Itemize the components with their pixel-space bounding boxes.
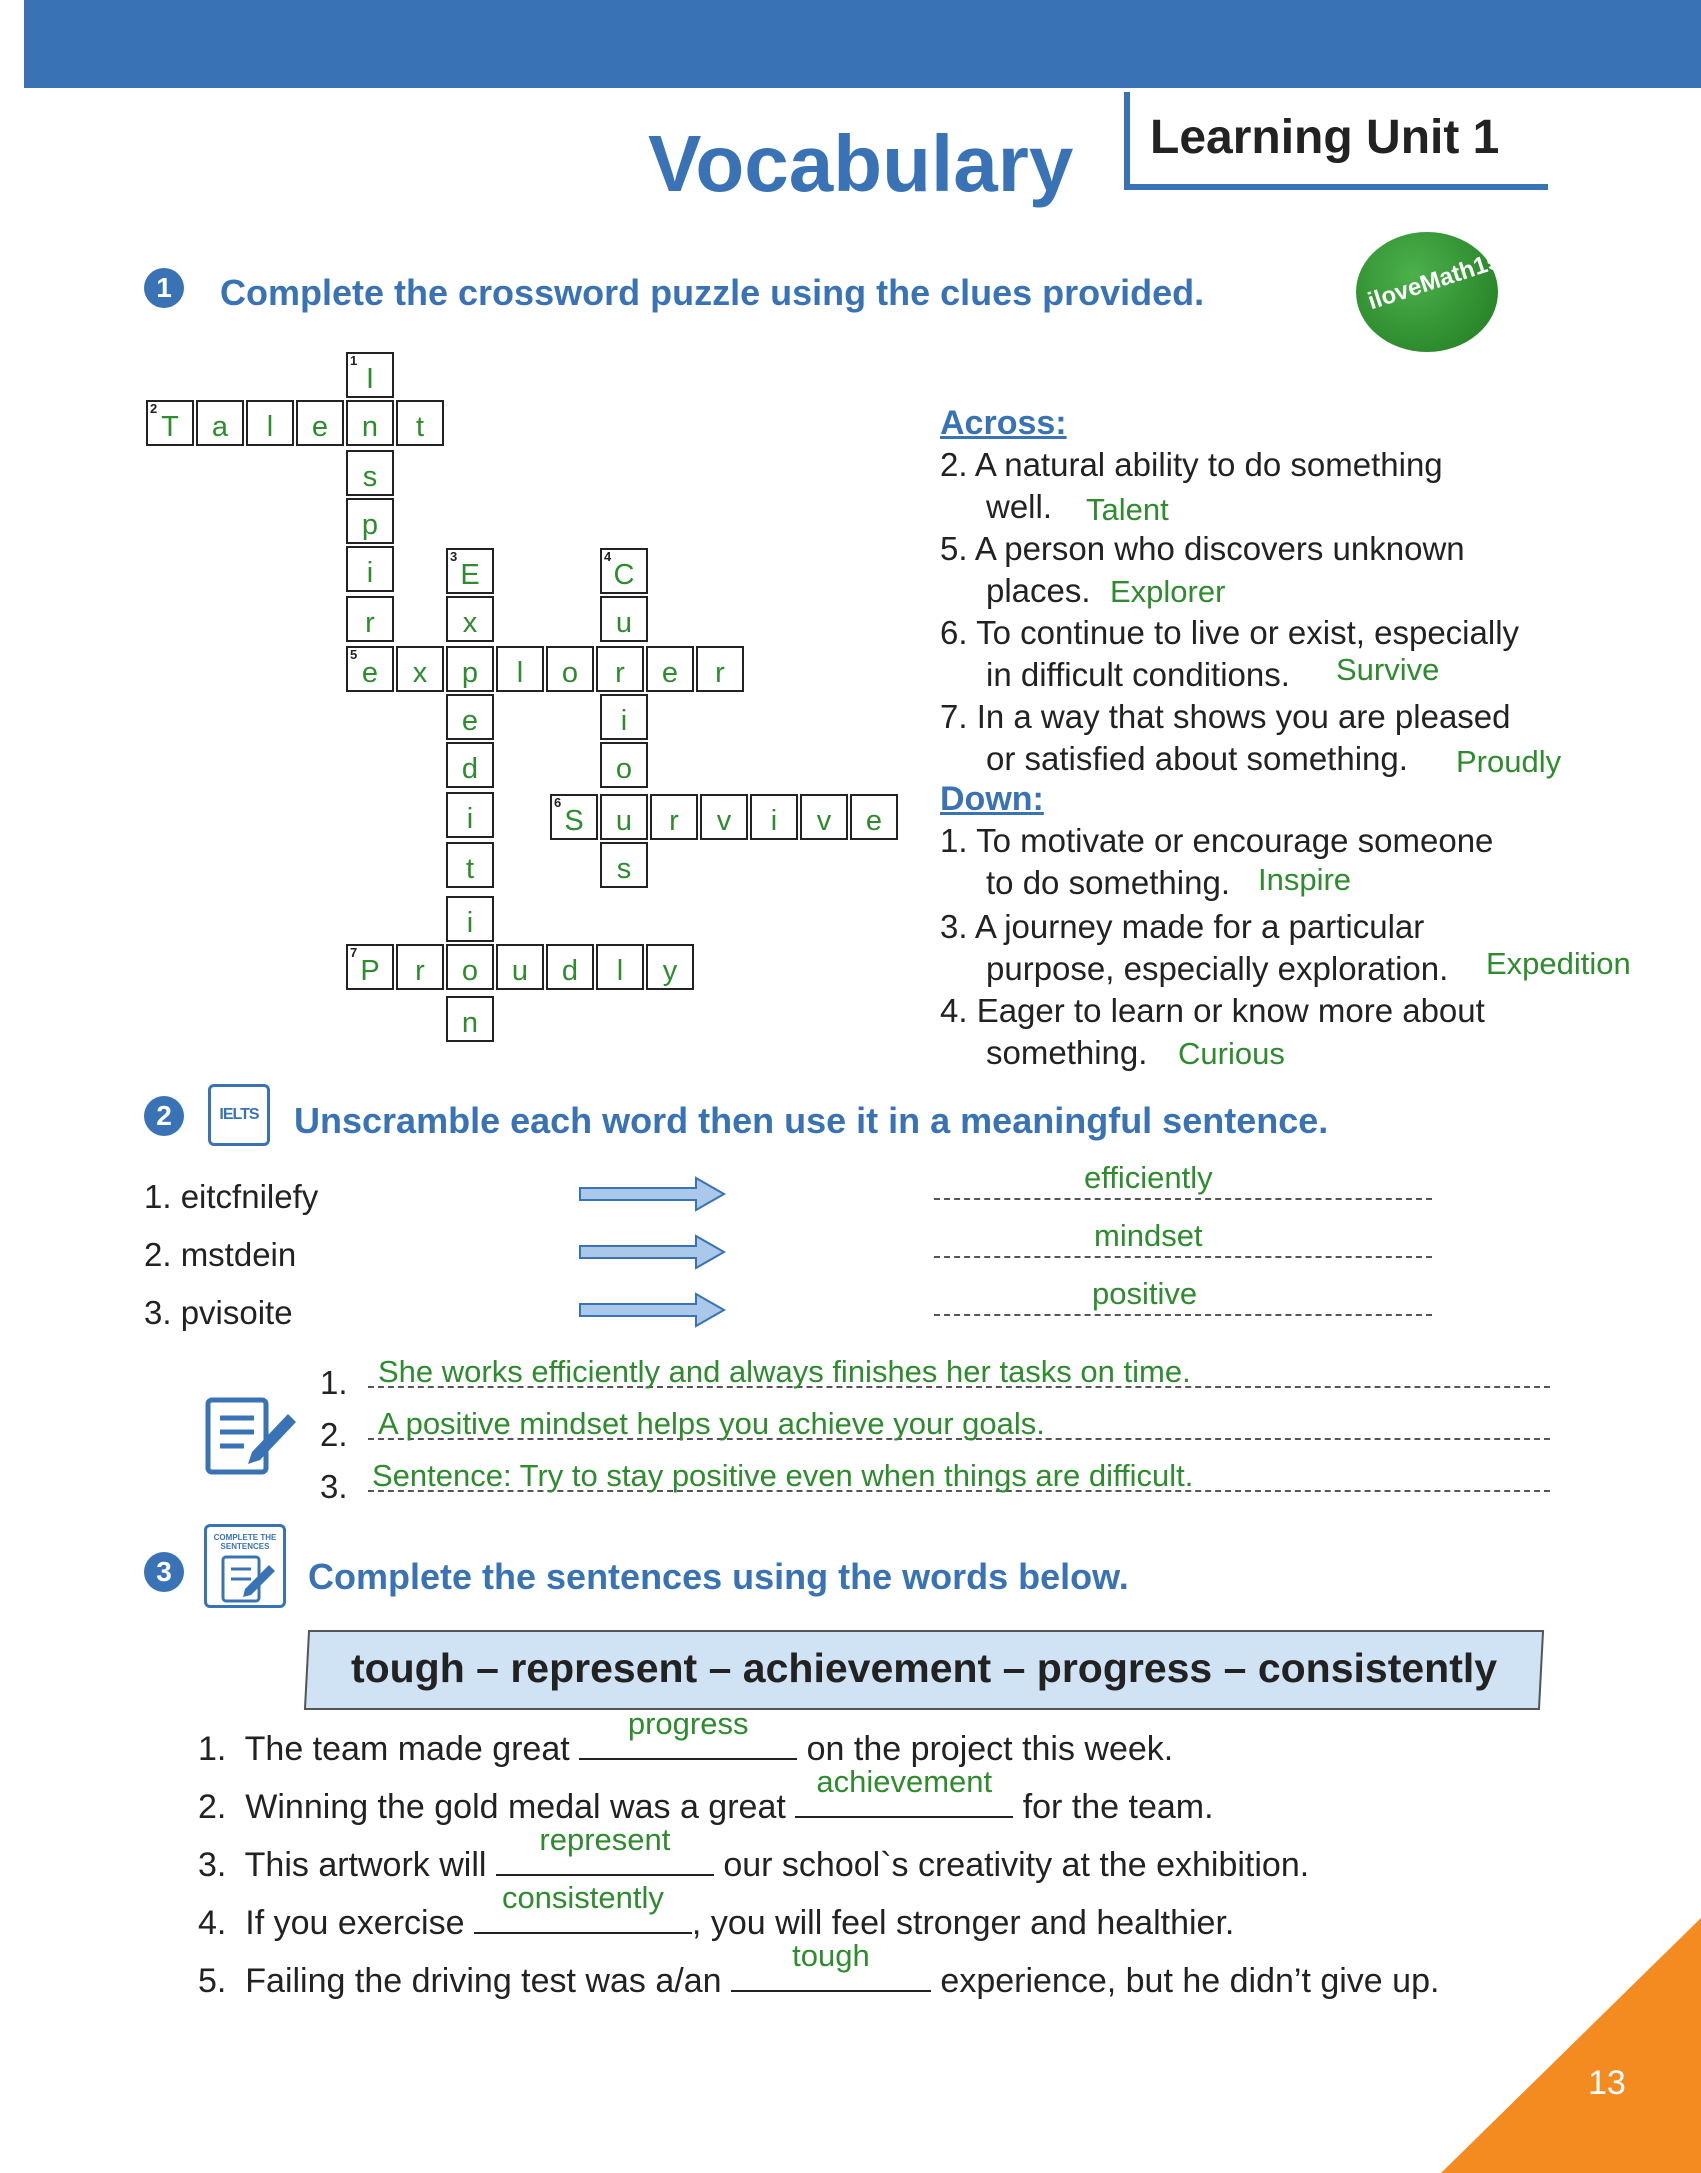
crossword-cell[interactable]: i [346,546,394,592]
unscrambled-answer[interactable]: positive [1092,1276,1198,1311]
clue-answer: Expedition [1486,946,1631,981]
scrambled-word: 3. pvisoite [144,1294,293,1331]
crossword-cell[interactable]: x [396,646,444,692]
clue-text: 3. A journey made for a particular [940,908,1425,945]
crossword-cell[interactable]: i [446,896,494,942]
crossword-cell[interactable]: a [196,400,244,446]
crossword-cell[interactable]: s [600,842,648,888]
crossword-cell[interactable]: y [646,944,694,990]
section-number-2: 2 [144,1096,184,1136]
sentence-answer[interactable]: She works efficiently and always finishes her tasks on time. [378,1354,1191,1389]
clue-answer: Curious [1178,1036,1285,1071]
pencil-paper-icon [207,1551,283,1607]
logo-text: iloveMath158 [1364,242,1517,316]
clue-answer: Inspire [1258,862,1352,897]
crossword-cell[interactable]: 2 T [146,400,194,446]
crossword-cell[interactable]: u [600,794,648,840]
section-3-heading: Complete the sentences using the words below. [308,1556,1129,1597]
answer-line [934,1256,1432,1258]
crossword-cell[interactable]: i [750,794,798,840]
clue-text: to do something. [986,864,1230,901]
crossword-cell[interactable]: x [446,596,494,642]
section-1-heading: Complete the crossword puzzle using the clues provided. [220,272,1205,313]
answer-line [934,1198,1432,1200]
crossword-cell[interactable]: e [850,794,898,840]
corner-decoration [1441,1918,1701,2173]
ielts-icon [208,1084,270,1146]
right-arrow-icon [578,1292,726,1328]
unit-label: Learning Unit 1 [1150,111,1500,164]
crossword-cell[interactable]: u [600,596,648,642]
clue-text: 6. To continue to live or exist, especially [940,614,1520,651]
answer-line [934,1314,1432,1316]
crossword-cell[interactable]: v [800,794,848,840]
top-banner [24,0,1701,88]
crossword-cell[interactable]: i [600,694,648,740]
scrambled-word: 1. eitcfnilefy [144,1178,319,1215]
fill-sentence: 1. The team made great progress on the project this week. [198,1706,1174,1768]
complete-sentences-icon [204,1524,286,1608]
crossword-cell[interactable]: t [396,400,444,446]
clue-text: purpose, especially exploration. [986,950,1449,987]
fill-sentence: 3. This artwork will represent our school`s creativity at the exhibition. [198,1822,1310,1884]
crossword-cell[interactable]: l [496,646,544,692]
crossword-cell[interactable]: r [650,794,698,840]
crossword-cell[interactable]: 4 C [600,548,648,594]
crossword-cell[interactable]: p [446,646,494,692]
crossword-cell[interactable]: l [246,400,294,446]
right-arrow-icon [578,1234,726,1270]
clue-text: 7. In a way that shows you are pleased [940,698,1511,735]
clue-answer: Proudly [1456,744,1562,779]
unscrambled-answer[interactable]: mindset [1094,1218,1203,1253]
unscrambled-answer[interactable]: efficiently [1084,1160,1213,1195]
crossword-cell[interactable]: o [546,646,594,692]
page-number: 13 [1588,2064,1626,2102]
section-2-heading: Unscramble each word then use it in a meaningful sentence. [294,1100,1329,1141]
writing-icon [204,1394,300,1478]
crossword-cell[interactable]: 1 I [346,352,394,398]
answer-blank[interactable]: consistently [474,1902,692,1934]
sentence-answer[interactable]: A positive mindset helps you achieve your goals. [378,1406,1045,1441]
crossword-cell[interactable]: r [696,646,744,692]
answer-blank[interactable]: achievement [795,1786,1013,1818]
clue-text: in difficult conditions. [986,656,1290,693]
down-heading: Down: [940,780,1044,818]
word-bank: tough – represent – achievement – progress – consistently [350,1645,1498,1691]
fill-sentence: 4. If you exercise consistently , you will feel stronger and healthier. [198,1880,1235,1942]
crossword-cell[interactable]: e [446,694,494,740]
clue-text: or satisfied about something. [986,740,1408,777]
clue-text: 4. Eager to learn or know more about [940,992,1485,1029]
section-number-3: 3 [144,1552,184,1592]
right-arrow-icon [578,1176,726,1212]
sentence-number: 2. [320,1416,348,1453]
crossword-cell[interactable]: r [346,596,394,642]
scrambled-word: 2. mstdein [144,1236,297,1273]
clue-text: something. [986,1034,1148,1071]
crossword-cell[interactable]: l [596,944,644,990]
crossword-cell[interactable]: 5 e [346,646,394,692]
answer-blank[interactable]: tough [731,1960,931,1992]
clue-text: 1. To motivate or encourage someone [940,822,1494,859]
crossword-cell[interactable]: i [446,792,494,838]
crossword-cell[interactable]: d [446,742,494,788]
crossword-cell[interactable]: n [446,996,494,1042]
section-number-1: 1 [144,268,184,308]
crossword-cell[interactable]: 7 P [346,944,394,990]
crossword-cell[interactable]: v [700,794,748,840]
crossword-cell[interactable]: s [346,450,394,496]
math-logo [1356,232,1517,352]
clue-text: 2. A natural ability to do something [940,446,1443,483]
crossword-cell[interactable]: n [346,400,394,446]
clue-answer: Survive [1336,652,1440,687]
crossword-cell[interactable]: u [496,944,544,990]
across-heading: Across: [940,404,1067,442]
fill-sentence: 5. Failing the driving test was a/an tough experience, but he didn’t give up. [198,1938,1440,2000]
crossword-cell[interactable]: o [446,944,494,990]
sentence-number: 1. [320,1364,348,1401]
clue-text: well. [986,488,1053,525]
crossword-cell[interactable]: e [646,646,694,692]
crossword-cell[interactable]: e [296,400,344,446]
crossword-cell[interactable]: d [546,944,594,990]
crossword-cell[interactable]: t [446,842,494,888]
ielts-icon-text: IELTS [219,1106,259,1123]
page-title: Vocabulary [648,119,1074,208]
answer-blank[interactable]: represent [496,1844,714,1876]
fill-sentence: 2. Winning the gold medal was a great achievement for the team. [198,1764,1214,1826]
crossword-cell[interactable]: 6 S [550,794,598,840]
sentence-number: 3. [320,1468,348,1505]
clue-text: 5. A person who discovers unknown [940,530,1465,567]
clue-text: places. [986,572,1091,609]
answer-blank[interactable]: progress [579,1728,797,1760]
crossword-cell[interactable]: p [346,498,394,544]
crossword-cell[interactable]: 3 E [446,548,494,594]
crossword-cell[interactable]: r [396,944,444,990]
icon-caption: COMPLETE THE SENTENCES [213,1533,277,1551]
crossword-cell[interactable]: o [600,742,648,788]
clue-answer: Talent [1086,492,1169,527]
sentence-answer[interactable]: Sentence: Try to stay positive even when things are difficult. [372,1458,1194,1493]
clue-answer: Explorer [1110,574,1226,609]
crossword-cell[interactable]: r [596,646,644,692]
